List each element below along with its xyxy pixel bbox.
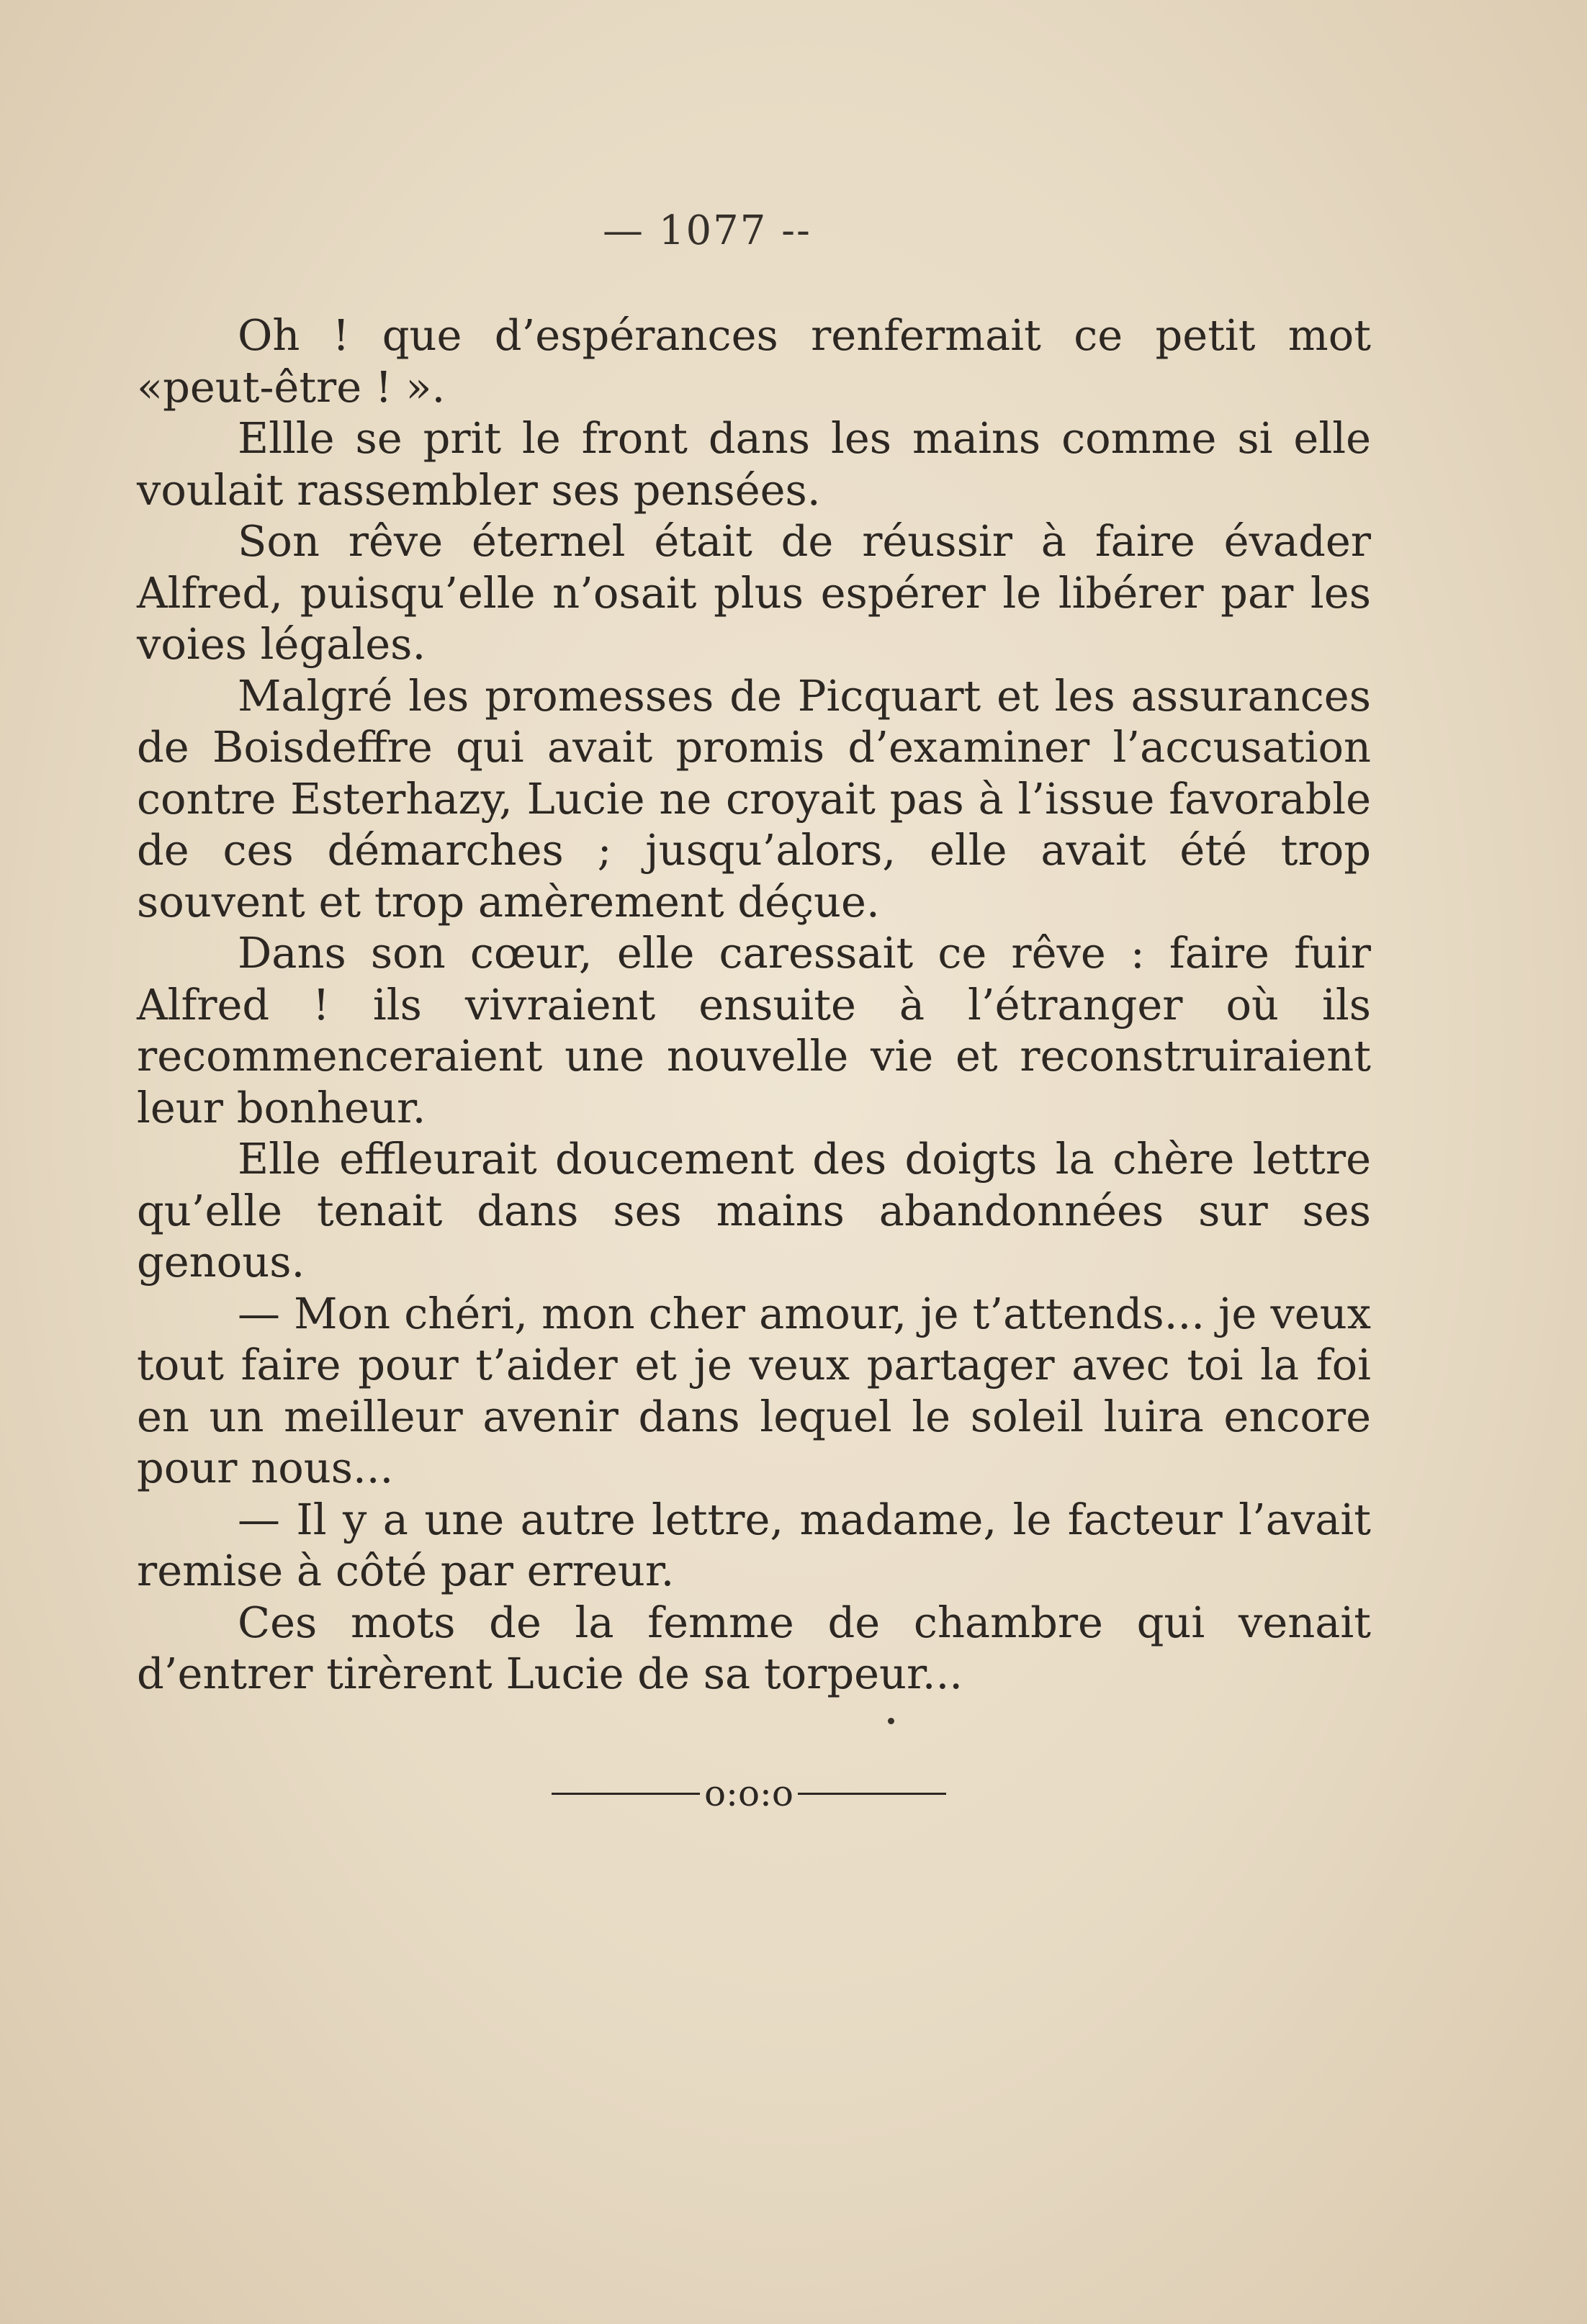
- paragraph: Oh ! que d’espérances renfermait ce petit mot «peut-être ! ».: [137, 310, 1371, 412]
- separator-rule-right: [798, 1793, 946, 1795]
- paragraph: Ces mots de la femme de chambre qui venait d’entrer tirèrent Lucie de sa torpeur...: [137, 1597, 1371, 1698]
- paragraph: Dans son cœur, elle caressait ce rêve : faire fuir Alfred ! ils vivraient ensuite à l’étranger où ils recommenceraient une nouvelle vie et reconstruiraient leur bonheur.: [137, 928, 1371, 1132]
- paragraph: Malgré les promesses de Picquart et les assurances de Boisdeffre qui avait promis d’examiner l’accusation contre Esterhazy, Lucie ne croyait pas à l’issue favorable de ces démarches ; jusqu’alors, elle avait été trop souvent et trop amèrement déçue.: [137, 670, 1371, 927]
- paragraph: — Il y a une autre lettre, madame, le facteur l’avait remise à côté par erreur.: [137, 1494, 1371, 1595]
- page-number: — 1077 --: [603, 207, 812, 254]
- paragraph: Son rêve éternel était de réussir à faire évader Alfred, puisqu’elle n’osait plus espérer le libérer par les voies légales.: [137, 516, 1371, 669]
- paragraph: Ellle se prit le front dans les mains comme si elle voulait rassembler ses pensées.: [137, 413, 1371, 515]
- ink-dot: [888, 1718, 894, 1724]
- section-separator: [547, 1773, 950, 1814]
- separator-ornament: o:o:o: [704, 1773, 794, 1814]
- paragraph: Elle effleurait doucement des doigts la chère lettre qu’elle tenait dans ses mains abandonnées sur ses genous.: [137, 1134, 1371, 1287]
- separator-rule-left: [552, 1793, 700, 1795]
- body-text: [137, 310, 1371, 1700]
- paragraph: — Mon chéri, mon cher amour, je t’attends... je veux tout faire pour t’aider et je veux partager avec toi la foi en un meilleur avenir dans lequel le soleil luira encore pour nous...: [137, 1288, 1371, 1492]
